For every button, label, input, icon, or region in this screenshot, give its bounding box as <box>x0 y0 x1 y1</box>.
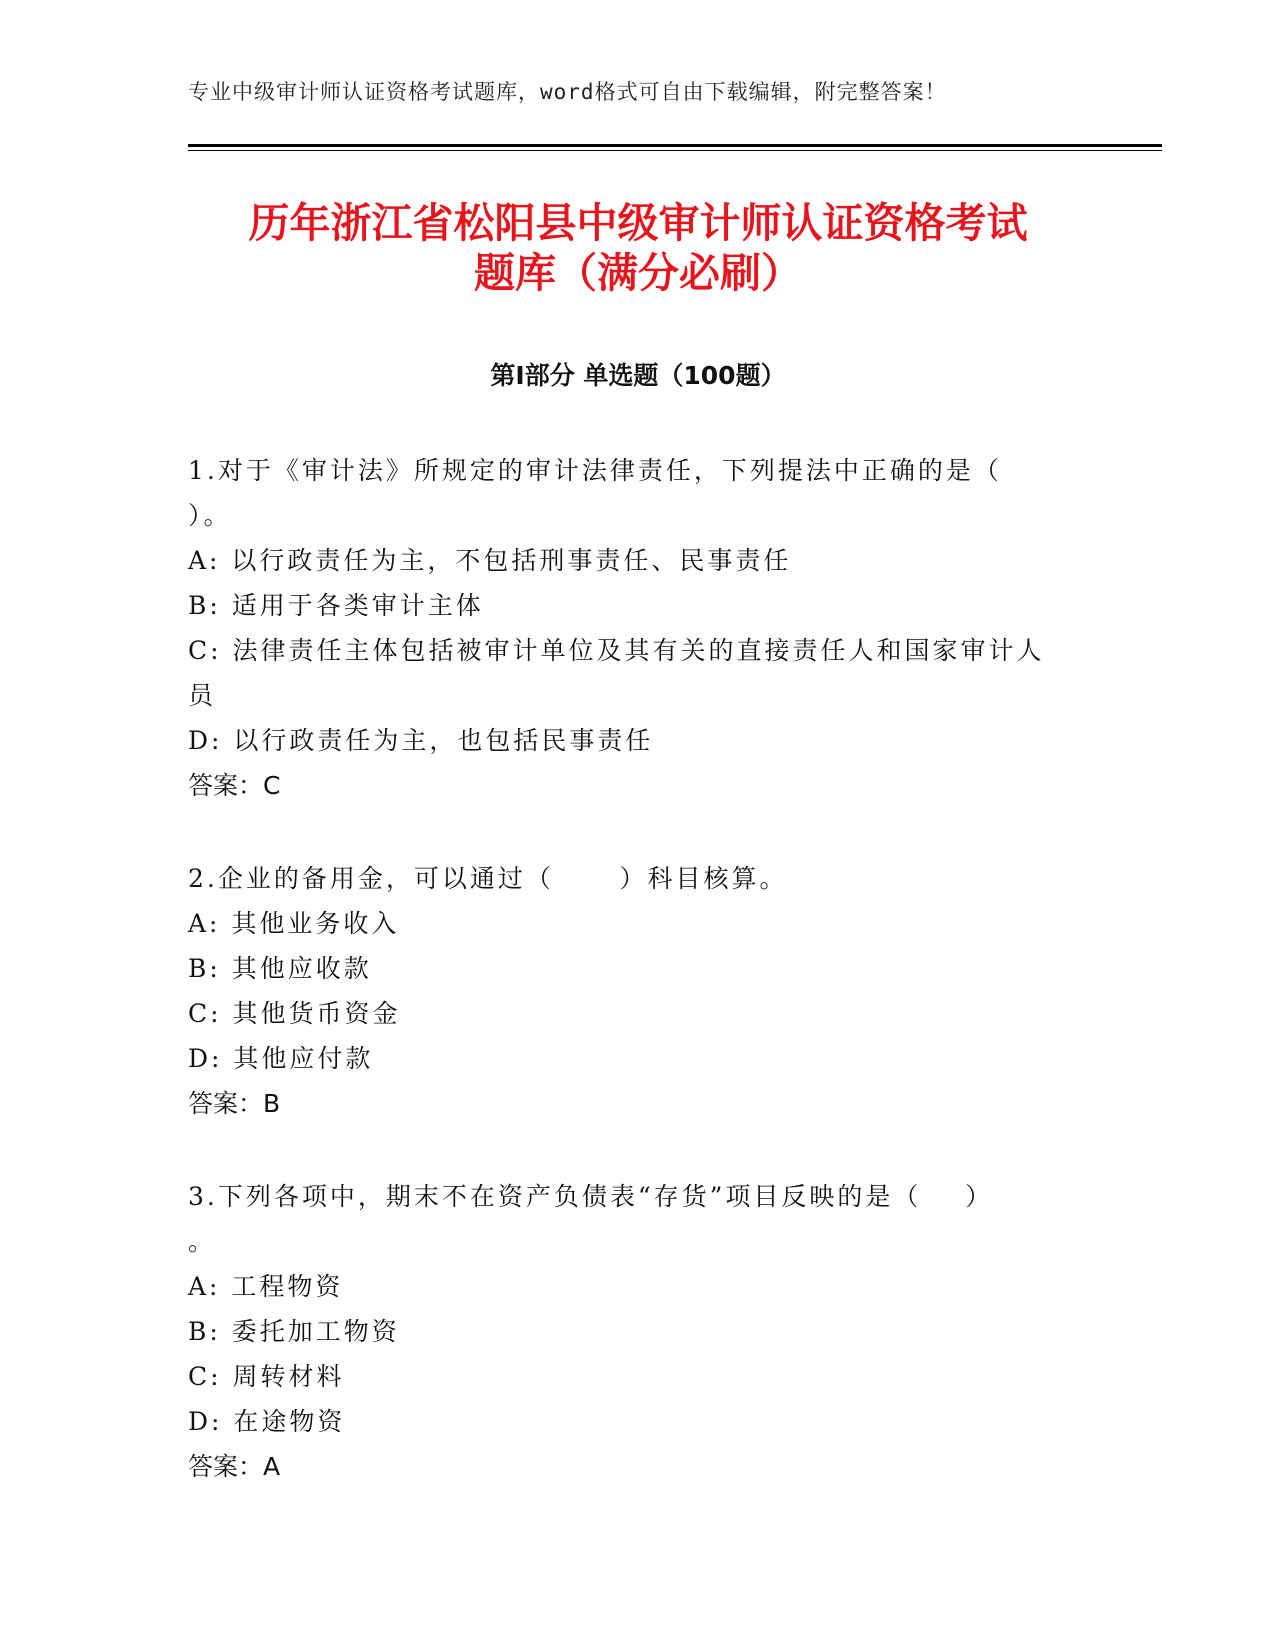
question-1 <box>188 448 1088 808</box>
option-a: A: 其他业务收入 <box>188 909 400 938</box>
question-stem-continued: 。 <box>188 1227 217 1256</box>
answer: 答案：B <box>188 1089 281 1118</box>
option-b: B: 委托加工物资 <box>188 1317 400 1346</box>
option-a: A: 以行政责任为主，不包括刑事责任、民事责任 <box>188 546 792 575</box>
question-stem: 3.下列各项中，期末不在资产负债表“存货”项目反映的是（ ） <box>188 1182 994 1211</box>
option-b: B: 其他应收款 <box>188 954 372 983</box>
document-title <box>188 198 1088 298</box>
question-2 <box>188 856 1088 1126</box>
answer: 答案：C <box>188 771 281 800</box>
option-c: C: 其他货币资金 <box>188 999 401 1028</box>
header-note: 专业中级审计师认证资格考试题库，word格式可自由下载编辑，附完整答案！ <box>188 80 947 104</box>
section-heading: 第Ⅰ部分 单选题（100题） <box>490 361 786 390</box>
option-c-continued: 员 <box>188 681 217 710</box>
option-c: C: 法律责任主体包括被审计单位及其有关的直接责任人和国家审计人 <box>188 636 1045 665</box>
header-rule-thick <box>188 144 1162 147</box>
document-title-line2: 题库（满分必刷） <box>474 249 802 297</box>
question-3 <box>188 1174 1088 1489</box>
header-rule-thin <box>188 150 1162 151</box>
answer: 答案：A <box>188 1452 281 1481</box>
option-d: D: 以行政责任为主，也包括民事责任 <box>188 726 654 755</box>
option-d: D: 其他应付款 <box>188 1044 374 1073</box>
option-b: B: 适用于各类审计主体 <box>188 591 484 620</box>
option-d: D: 在途物资 <box>188 1407 346 1436</box>
option-a: A: 工程物资 <box>188 1272 344 1301</box>
question-stem: 2.企业的备用金，可以通过（ ）科目核算。 <box>188 864 788 893</box>
option-c: C: 周转材料 <box>188 1362 345 1391</box>
question-list <box>188 448 1088 1537</box>
document-title-line1: 历年浙江省松阳县中级审计师认证资格考试 <box>248 199 1028 247</box>
question-stem: 1.对于《审计法》所规定的审计法律责任，下列提法中正确的是（ <box>188 456 1002 485</box>
question-stem-continued: ）。 <box>188 501 232 530</box>
